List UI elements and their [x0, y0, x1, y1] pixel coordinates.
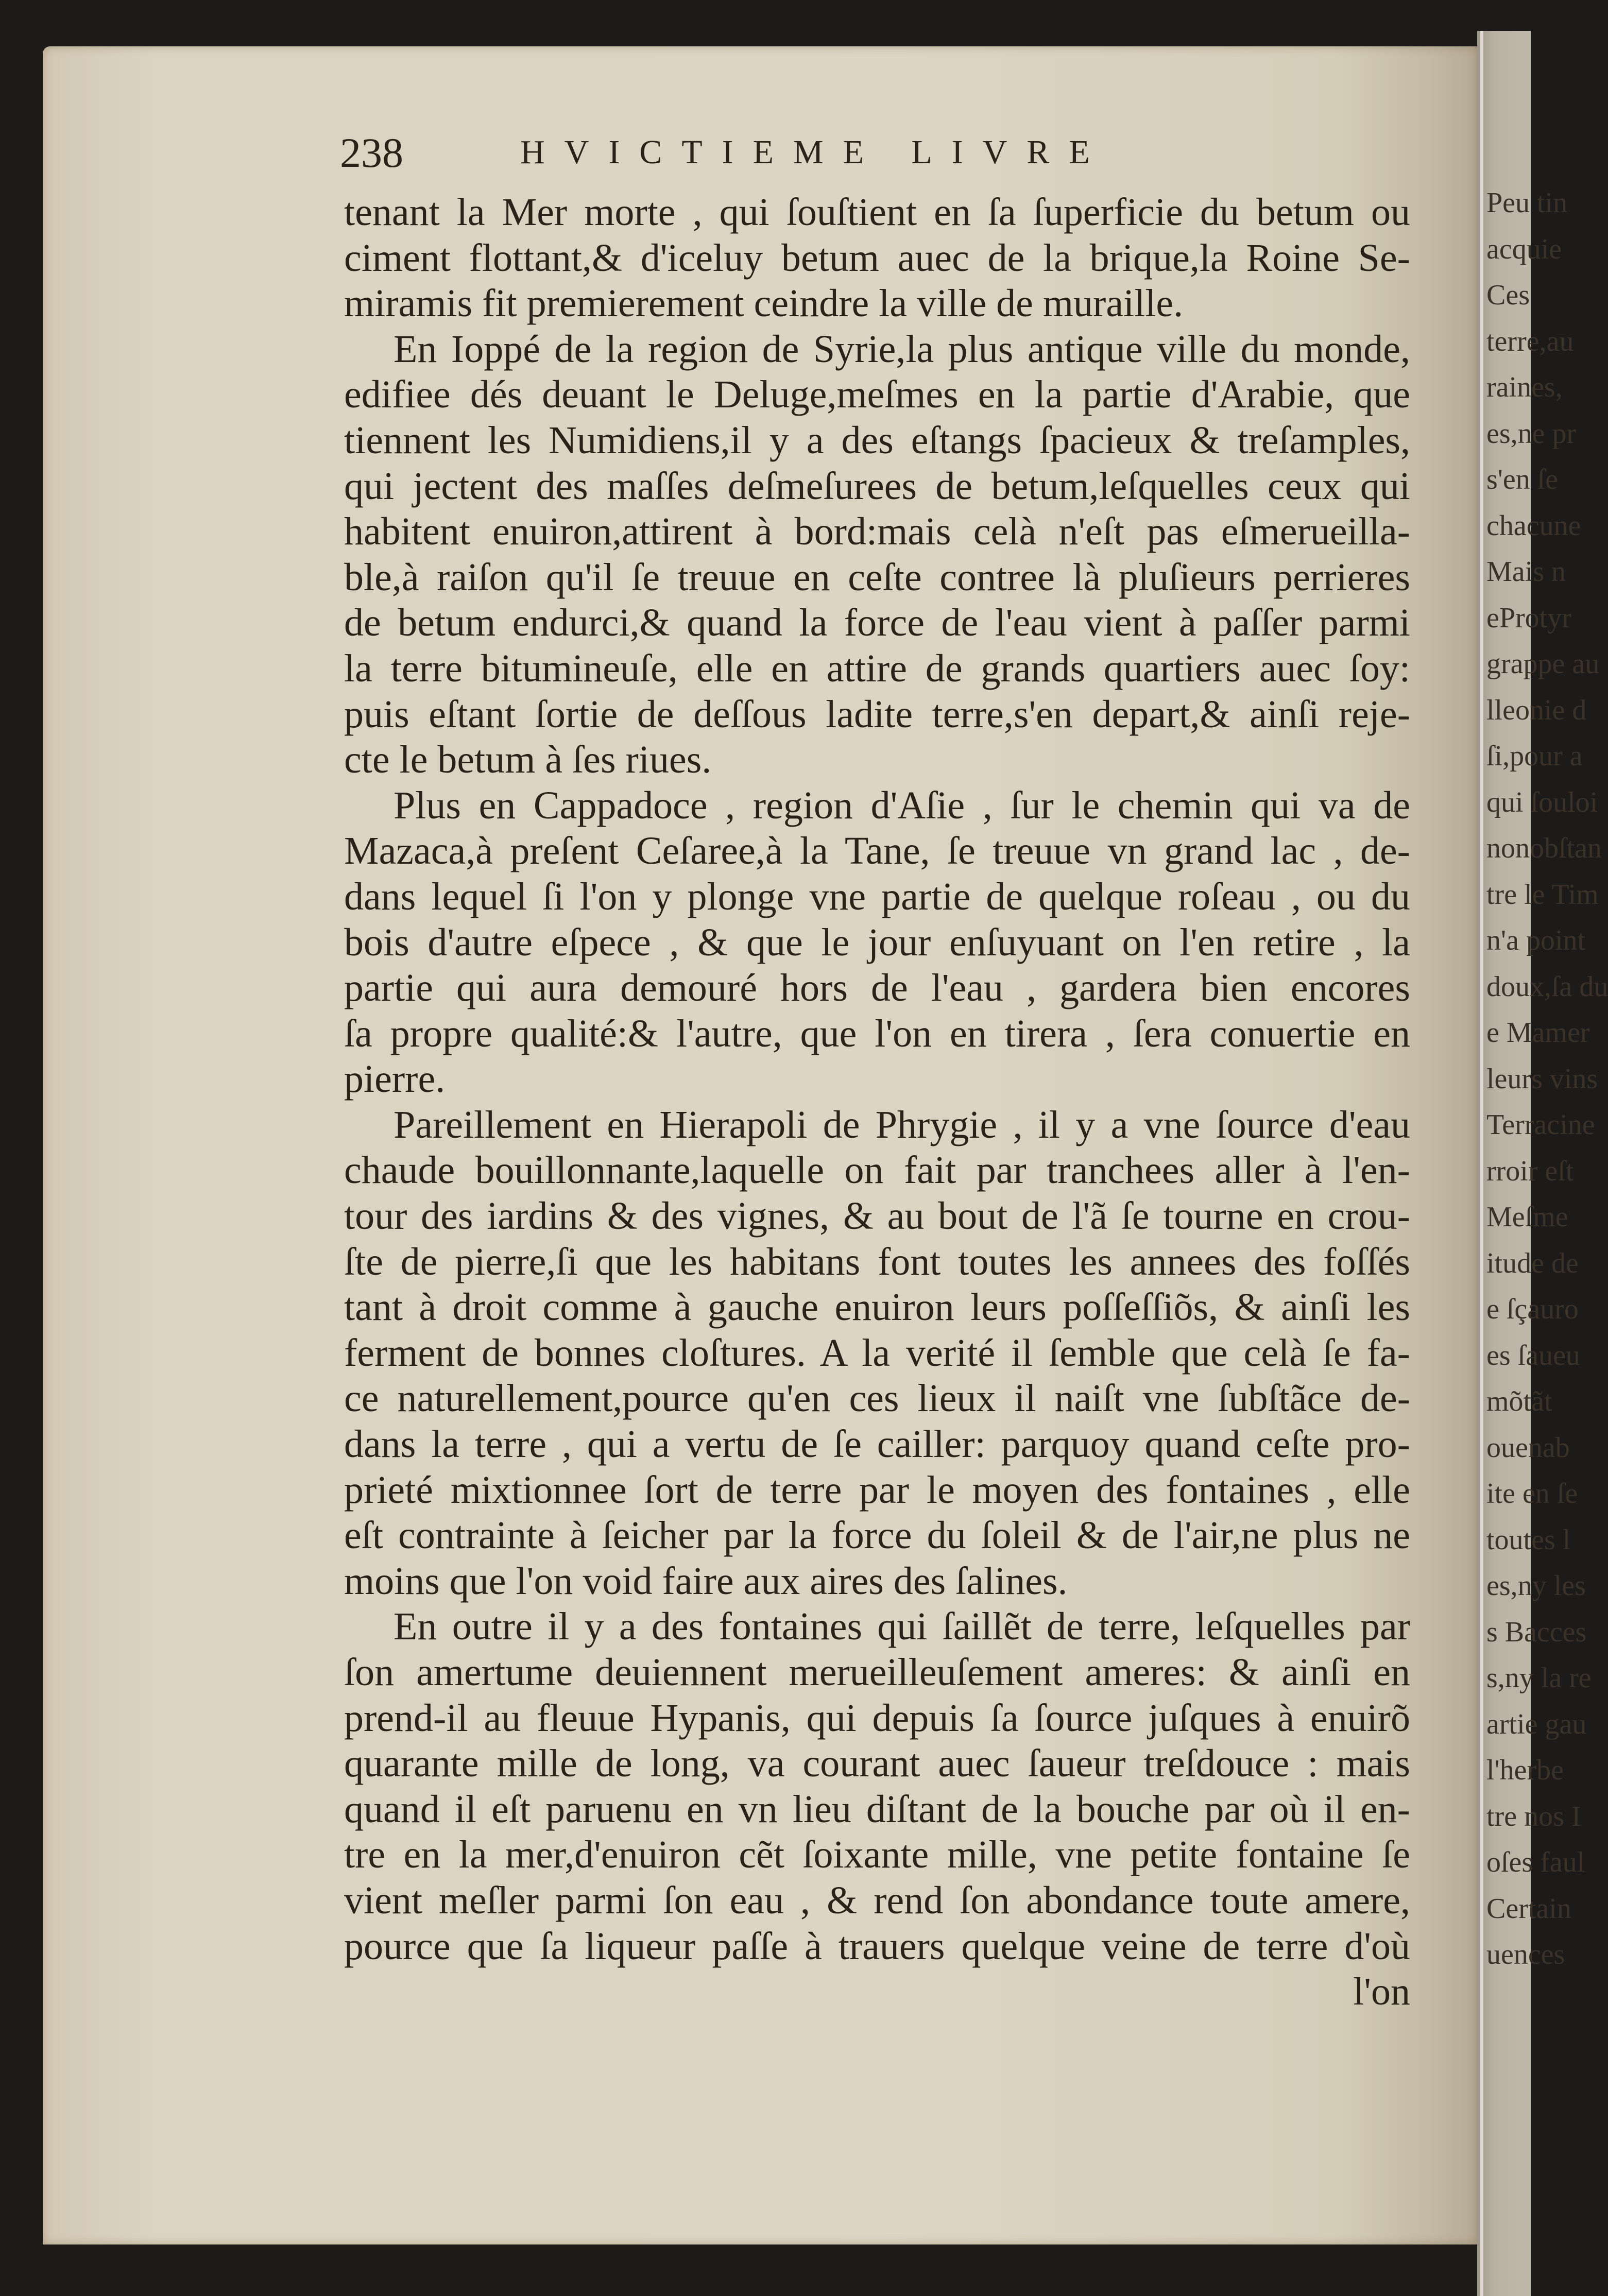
text-line: prend-il au fleuue Hypanis, qui depuis ſa ſource juſques à enuirõ	[344, 1696, 1410, 1740]
text-line: edifiee dés deuant le Deluge,meſmes en la partie d'Arabie, que	[344, 373, 1410, 417]
text-line: miramis fit premierement ceindre la ville de muraille.	[344, 282, 1184, 325]
text-line: ciment flottant,& d'iceluy betum auec de la brique,la Roine Se-	[344, 236, 1410, 280]
facing-page-fragment: n'a point	[1486, 924, 1586, 956]
text-line: vient meſler parmi ſon eau , & rend ſon abondance toute amere,	[344, 1878, 1410, 1922]
facing-page-fragment: eProtyr	[1486, 602, 1571, 634]
facing-page-fragment: toutes l	[1486, 1523, 1571, 1556]
facing-page-fragment: grappe au	[1486, 648, 1600, 680]
text-line: qui jectent des maſſes deſmeſurees de betum,leſquelles ceux qui	[344, 464, 1410, 508]
facing-page-fragment: e ſçauro	[1486, 1293, 1579, 1325]
facing-page-fragment: e Mamer	[1486, 1017, 1590, 1049]
body-text	[344, 190, 1410, 2015]
facing-page-fragment: oſes faul	[1486, 1846, 1585, 1878]
text-line: En Ioppé de la region de Syrie,la plus antique ville du monde,	[394, 327, 1410, 371]
facing-page-fragment: nonobſtan	[1486, 832, 1602, 864]
torn-edge	[1480, 31, 1483, 2296]
facing-page-fragment: qui ſouloi	[1486, 786, 1598, 818]
text-line: cte le betum à ſes riues.	[344, 738, 712, 782]
text-line: ſa propre qualité:& l'autre, que l'on en tirera , ſera conuertie en	[344, 1012, 1410, 1055]
facing-page-fragment: tre le Tim	[1486, 878, 1599, 911]
text-line: pource que ſa liqueur paſſe à trauers quelque veine de terre d'où	[344, 1924, 1410, 1968]
facing-page-text	[1486, 180, 1608, 1978]
text-line: dans la terre , qui a vertu de ſe cailler: parquoy quand ceſte pro-	[344, 1423, 1410, 1466]
text-line: pierre.	[344, 1057, 446, 1101]
text-line: prieté mixtionnee ſort de terre par le moyen des fontaines , elle	[344, 1468, 1410, 1512]
facing-page-fragment: tre nos I	[1486, 1800, 1581, 1832]
text-line: ble,à raiſon qu'il ſe treuue en ceſte contree là pluſieurs perrieres	[344, 555, 1410, 599]
facing-page-fragment: Peu tin	[1486, 187, 1568, 219]
text-line: tre en la mer,d'enuiron cẽt ſoixante mille, vne petite fontaine ſe	[344, 1833, 1410, 1877]
facing-page-fragment: ite en ſe	[1486, 1478, 1578, 1510]
text-line: En outre il y a des fontaines qui ſaillẽt de terre, leſquelles par	[394, 1605, 1410, 1649]
facing-page-edge	[1477, 31, 1608, 2296]
text-line: quand il eſt paruenu en vn lieu diſtant de la bouche par où il en-	[344, 1787, 1410, 1831]
text-line: ce naturellement,pource qu'en ces lieux il naiſt vne ſubſtãce de-	[344, 1377, 1410, 1420]
text-line: puis eſtant ſortie de deſſous ladite terre,s'en depart,& ainſi reje-	[344, 692, 1410, 736]
page-header	[340, 129, 1411, 180]
facing-page-fragment: s Bacces	[1486, 1616, 1587, 1648]
facing-page-fragment: es ſaueu	[1486, 1339, 1580, 1372]
facing-page-fragment: l'herbe	[1486, 1754, 1564, 1786]
text-line: ſte de pierre,ſi que les habitans font toutes les annees des foſſés	[344, 1240, 1410, 1283]
facing-page-fragment: chacune	[1486, 509, 1581, 542]
text-line: partie qui aura demouré hors de l'eau , gardera bien encores	[344, 966, 1410, 1010]
facing-page-fragment: ouenab	[1486, 1431, 1570, 1464]
text-line: moins que l'on void faire aux aires des ſalines.	[344, 1559, 1068, 1603]
text-line: bois d'autre eſpece , & que le jour enſuyuant on l'en retire , la	[344, 920, 1410, 964]
text-line: la terre bitumineuſe, elle en attire de grands quartiers auec ſoy:	[344, 646, 1410, 690]
facing-page-fragment: leurs vins	[1486, 1063, 1598, 1095]
facing-page-fragment: ſi,pour a	[1486, 740, 1583, 772]
facing-page-fragment: lleonie d	[1486, 694, 1587, 726]
text-line: tiennent les Numidiens,il y a des eſtangs ſpacieux & treſamples,	[344, 418, 1410, 462]
running-head: HVICTIEME LIVRE	[520, 133, 1109, 171]
text-line: dans lequel ſi l'on y plonge vne partie de quelque roſeau , ou du	[344, 875, 1410, 918]
facing-page-fragment: mõtãt	[1486, 1385, 1552, 1417]
text-line: ſon amertume deuiennent merueilleuſement ameres: & ainſi en	[344, 1651, 1410, 1694]
page-number: 238	[340, 129, 403, 176]
facing-page-fragment: Terracine	[1486, 1109, 1595, 1141]
text-line: quarante mille de long, va courant auec ſaueur treſdouce : mais	[344, 1742, 1410, 1786]
facing-page-fragment: artie gau	[1486, 1708, 1587, 1740]
text-line: ferment de bonnes cloſtures. A la verité il ſemble que celà ſe fa-	[344, 1331, 1410, 1375]
facing-page-fragment: s,ny la re	[1486, 1662, 1592, 1694]
facing-page-fragment: s'en ſe	[1486, 464, 1559, 495]
text-line: Pareillement en Hierapoli de Phrygie , il y a vne ſource d'eau	[394, 1103, 1410, 1146]
catchword: l'on	[1353, 1970, 1410, 2014]
facing-page-fragment: raines,	[1486, 371, 1563, 403]
facing-page-fragment: Mais n	[1486, 556, 1566, 588]
facing-page-fragment: es,ne pr	[1486, 417, 1577, 450]
text-line: tant à droit comme à gauche enuiron leurs poſſeſſiõs, & ainſi les	[344, 1286, 1410, 1329]
text-line: Plus en Cappadoce , region d'Aſie , ſur le chemin qui va de	[394, 783, 1410, 827]
text-line: de betum endurci,& quand la force de l'eau vient à paſſer parmi	[344, 601, 1410, 645]
facing-page-fragment: uences	[1486, 1939, 1565, 1971]
text-line: chaude bouillonnante,laquelle on fait par tranchees aller à l'en-	[344, 1149, 1410, 1192]
facing-page-fragment: acquie	[1486, 233, 1562, 265]
text-line: tour des iardins & des vignes, & au bout de l'ã ſe tourne en crou-	[344, 1194, 1410, 1238]
facing-page-fragment: Ces	[1486, 279, 1530, 311]
facing-page-fragment: Certain	[1486, 1892, 1571, 1925]
facing-page-fragment: es,ny les	[1486, 1570, 1586, 1602]
text-line: Mazaca,à preſent Ceſaree,à la Tane, ſe treuue vn grand lac , de-	[344, 829, 1410, 873]
text-line: habitent enuiron,attirent à bord:mais celà n'eſt pas eſmerueilla-	[344, 510, 1410, 554]
text-line: eſt contrainte à ſeicher par la force du ſoleil & de l'air,ne plus ne	[344, 1514, 1410, 1557]
facing-page-fragment: itude de	[1486, 1247, 1579, 1279]
text-line: tenant la Mer morte , qui ſouſtient en ſa ſuperficie du betum ou	[344, 191, 1410, 234]
facing-page-fragment: doux,ſa du	[1486, 970, 1608, 1003]
facing-page-fragment: terre,au	[1486, 325, 1574, 357]
facing-page-fragment: Meſme	[1486, 1201, 1568, 1233]
facing-page-fragment: rroir eſt	[1486, 1155, 1574, 1187]
